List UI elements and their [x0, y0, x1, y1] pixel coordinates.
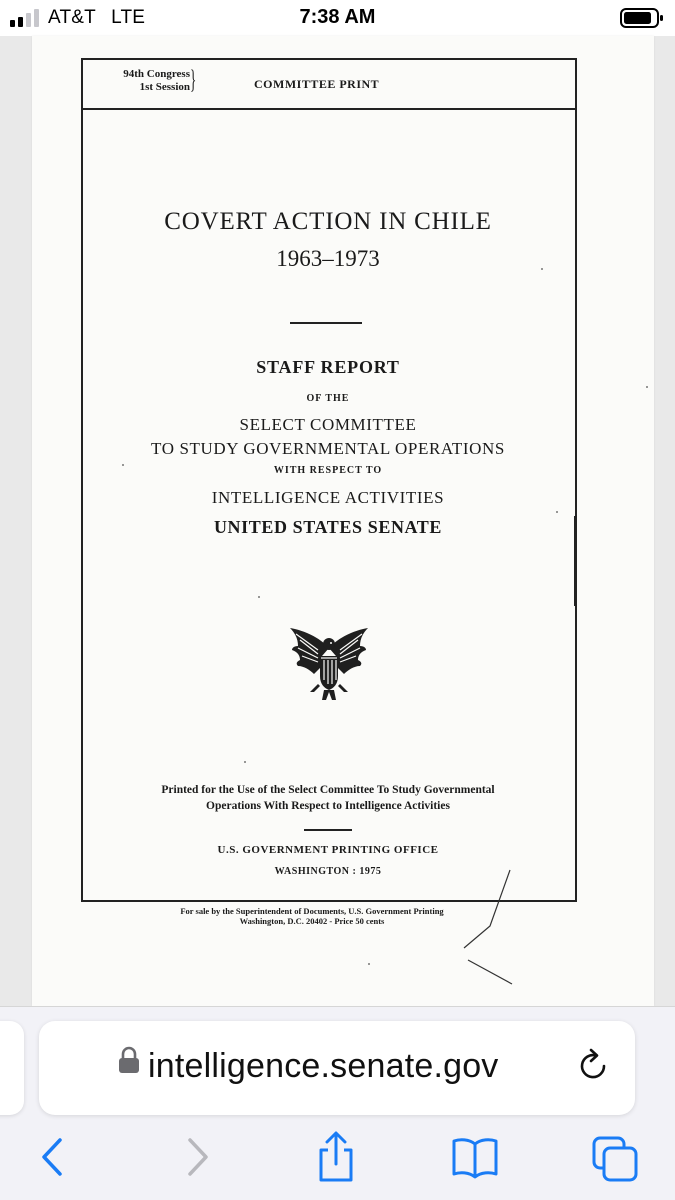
for-sale-line2: Washington, D.C. 20402 - Price 50 cents — [239, 916, 385, 926]
share-icon — [311, 1130, 361, 1184]
printed-for-line2: Operations With Respect to Intelligence Activities — [206, 800, 450, 812]
bookmarks-icon — [450, 1130, 500, 1184]
title-divider — [290, 322, 362, 324]
url-text[interactable]: intelligence.senate.gov — [148, 1047, 499, 1085]
session-number: 1st Session — [139, 81, 190, 93]
share-button[interactable] — [311, 1130, 361, 1184]
scan-speck — [368, 963, 370, 965]
document-years: 1963–1973 — [276, 246, 380, 271]
committee-purpose: TO STUDY GOVERNMENTAL OPERATIONS — [151, 439, 505, 458]
status-bar — [0, 0, 675, 36]
document-page — [32, 36, 654, 1006]
printed-for-line1: Printed for the Use of the Select Committee To Study Governmental — [161, 784, 495, 796]
legislative-body: UNITED STATES SENATE — [213, 517, 443, 537]
scan-speck — [258, 596, 260, 598]
print-type: COMMITTEE PRINT — [254, 77, 380, 91]
carrier-name: AT&T — [48, 7, 96, 28]
with-respect-label: WITH RESPECT TO — [273, 465, 383, 476]
of-the-label: OF THE — [306, 393, 350, 404]
printer-divider — [304, 829, 352, 831]
printer-name: U.S. GOVERNMENT PRINTING OFFICE — [217, 844, 439, 856]
previous-tab-edge[interactable] — [0, 1021, 24, 1115]
forward-icon — [172, 1130, 222, 1184]
committee-name: SELECT COMMITTEE — [239, 415, 417, 434]
reload-icon[interactable] — [574, 1046, 612, 1084]
eagle-seal-icon — [288, 626, 370, 702]
tabs-button[interactable] — [590, 1130, 640, 1184]
web-content[interactable] — [0, 36, 675, 1006]
scan-speck — [556, 511, 558, 513]
battery-icon — [620, 7, 664, 29]
for-sale-note — [132, 906, 492, 926]
scan-speck — [244, 761, 246, 763]
brace-icon: } — [190, 65, 197, 94]
page-frame — [81, 58, 577, 902]
for-sale-line1: For sale by the Superintendent of Documents, U.S. Government Printing — [180, 906, 444, 916]
bookmarks-button[interactable] — [450, 1130, 500, 1184]
place-year: WASHINGTON : 1975 — [274, 866, 382, 877]
network-type: LTE — [111, 7, 146, 28]
committee-subject: INTELLIGENCE ACTIVITIES — [211, 488, 445, 507]
printed-for-note — [81, 782, 575, 814]
congress-number: 94th Congress — [123, 68, 190, 80]
report-type: STAFF REPORT — [256, 357, 400, 377]
lock-icon — [118, 1046, 140, 1074]
scan-speck — [122, 464, 124, 466]
congress-session — [94, 68, 190, 94]
tabs-icon — [590, 1130, 640, 1184]
document-title: COVERT ACTION IN CHILE — [164, 208, 492, 235]
scan-speck — [541, 268, 543, 270]
clock: 7:38 AM — [299, 6, 376, 28]
back-icon — [28, 1130, 78, 1184]
scan-speck — [646, 386, 648, 388]
header-rule — [81, 108, 575, 110]
back-button[interactable] — [28, 1130, 78, 1184]
scan-mark-lines — [452, 856, 572, 996]
forward-button[interactable] — [172, 1130, 222, 1184]
